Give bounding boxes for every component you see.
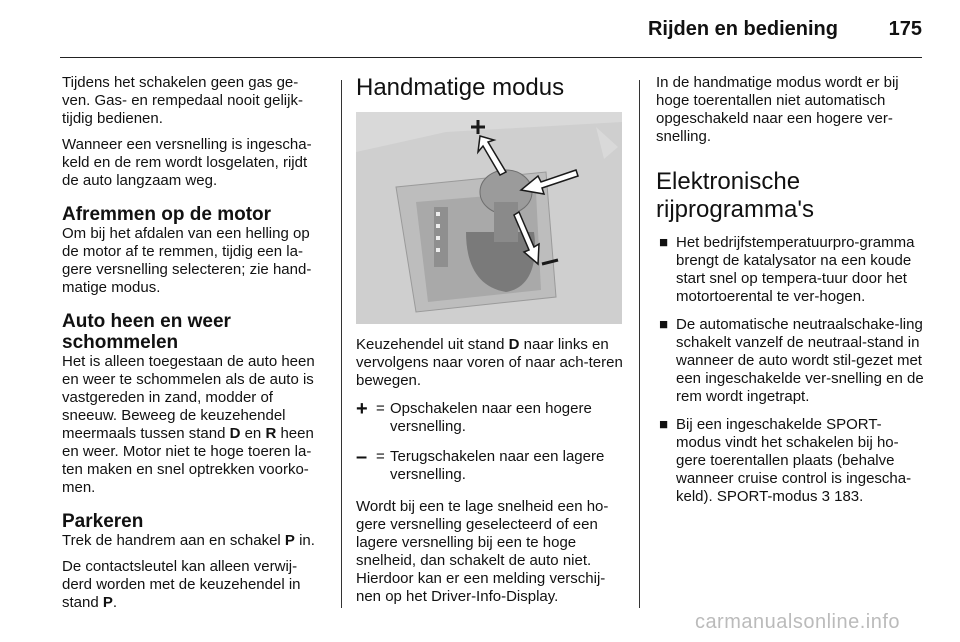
list-item: ■ Bij een ingeschakelde SPORT-modus vindt het schakelen bij ho-gere toerentallen plaats (behalve wanneer cruise control is ingescha-keld). SPORT-modus 3 183. [659, 416, 912, 505]
bullet-icon: ■ [659, 234, 669, 251]
list-item: ■ De automatische neutraalschake-ling schakelt vanzelf de neutraal-stand in wanneer de auto wordt stil-gezet met een ingeschakelde ver-snelling en de rem wordt ingetrapt. [659, 316, 924, 405]
column-3 [656, 74, 924, 516]
minus-icon: – [356, 446, 368, 468]
heading-elektronische-rijprogrammas: Elektronische rijprogramma's [656, 168, 814, 223]
paragraph-parkeren: Trek de handrem aan en schakel P in. [62, 532, 315, 549]
paragraph-rem: Wanneer een versnelling is ingescha-keld en de rem wordt losgelaten, rijdt de auto langzaam weg. [62, 136, 312, 189]
page-number: 175 [888, 18, 922, 40]
legend-minus-text: Terugschakelen naar een lagere versnelling. [390, 448, 605, 483]
heading-handmatige-modus: Handmatige modus [356, 74, 565, 101]
column-divider-2 [639, 80, 640, 608]
legend-equals: = [376, 448, 385, 465]
legend-minus [356, 448, 624, 484]
heading-afremmen: Afremmen op de motor [62, 204, 272, 225]
section-title: Rijden en bediening [647, 18, 838, 40]
heading-heen-en-weer: Auto heen en weer schommelen [62, 311, 231, 353]
legend-equals: = [376, 400, 385, 417]
list-item: ■ Het bedrijfstemperatuurpro-gramma brengt de katalysator na een koude start snel op tempera-tuur door het motortoerental te ver-hogen. [659, 234, 915, 305]
paragraph-gas: Tijdens het schakelen geen gas ge-ven. Gas- en rempedaal nooit gelijk-tijdig bedienen. [62, 74, 303, 127]
heading-parkeren: Parkeren [62, 511, 144, 532]
rijprogramma-list [656, 234, 924, 506]
plus-icon: + [356, 398, 368, 420]
paragraph-contactsleutel: De contactsleutel kan alleen verwij-derd worden met de keuzehendel in stand P. [62, 558, 301, 611]
gear-selector-figure [356, 112, 622, 324]
gear-lever-illustration [356, 112, 622, 324]
column-2 [356, 74, 624, 614]
paragraph-heen-en-weer: Het is alleen toegestaan de auto heen en weer te schommelen als de auto is vastgereden in zand, modder of sneeuw. Beweeg de keuzehendel meermaals tussen stand D en R heen en weer. Motor niet te hoge toeren la-ten maken en snel optrekken voorko-men. [62, 353, 315, 496]
column-divider-1 [341, 80, 342, 608]
page-header [0, 0, 960, 60]
legend-plus-text: Opschakelen naar een hogere versnelling. [390, 400, 592, 435]
legend-plus [356, 400, 624, 436]
bullet-icon: ■ [659, 416, 669, 433]
paragraph-handmatige-modus: In de handmatige modus wordt er bij hoge toerentallen niet automatisch opgeschakeld naar een hogere ver-snelling. [656, 74, 899, 145]
paragraph-afremmen: Om bij het afdalen van een helling op de motor af te remmen, tijdig een la-gere versnelling selecteren; zie hand-matige modus. [62, 225, 312, 296]
paragraph-te-lage-snelheid: Wordt bij een te lage snelheid een ho-gere versnelling geselecteerd of een lagere versnelling bij een te hoge snelheid, dan schakelt de auto niet. Hierdoor kan er een melding verschij-nen op het Driver-Info-Display. [356, 498, 609, 605]
bullet-icon: ■ [659, 316, 669, 333]
paragraph-keuzehendel: Keuzehendel uit stand D naar links en vervolgens naar voren of naar ach-teren bewegen. [356, 336, 623, 389]
column-1 [62, 74, 324, 620]
page-reference-icon[interactable]: 3 [821, 488, 830, 505]
header-divider [60, 57, 922, 58]
watermark: carmanualsonline.info [694, 611, 900, 633]
